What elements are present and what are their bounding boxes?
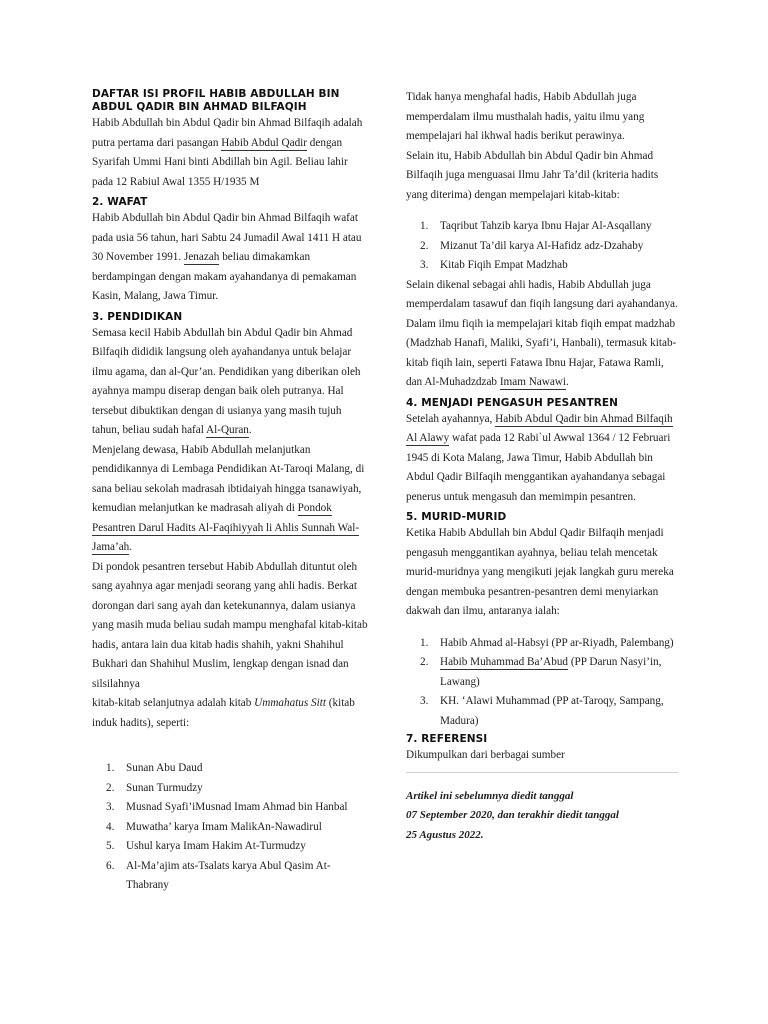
fiqih-text: Selain dikenal sebagai ahli hadis, Habib Abdullah juga memperdalam tasawuf dan fiqih langsung dari ayahandanya. Dalam ilmu fiqih ia mempelajari kitab fiqih empat madzhab (Madzhab Hanafi, Maliki, Syafi’i, Hanbali), termasuk kitab-kitab fiqih lain, seperti Fatawa Ibnu Hajar, Fatawa Ramli, dan Al-Muhadzdzab: [406, 278, 678, 388]
pendidikan-text-1: Semasa kecil Habib Abdullah bin Abdul Qadir bin Ahmad Bilfaqih dididik langsung oleh ayahandanya untuk belajar ilmu agama, dan al-Qur’an. Pendidikan yang diberikan oleh ayahnya mampu diserap dengan baik oleh putranya. Hal tersebut dibuktikan dengan di usianya yang masih tujuh tahun, beliau sudah hafal: [92, 326, 361, 436]
list-item: 2. Habib Muhammad Ba’Abud (PP Darun Nasyi’in, Lawang): [420, 656, 662, 688]
pesantren-text: Setelah ayahannya,: [406, 412, 496, 425]
pendidikan-paragraph-4: [92, 694, 370, 733]
pesantren-paragraph: [406, 410, 678, 508]
edit-note-line-1: Artikel ini sebelumnya diedit tanggal: [406, 789, 574, 802]
pendidikan-text-2: Menjelang dewasa, Habib Abdullah melanjutkan pendidikannya di Lembaga Pendidikan At-Taroqi Malang, di sana beliau sekolah madrasah ibtidaiyah hingga tsanawiyah, kemudian melanjutkan ke madrasah aliyah di: [92, 443, 365, 514]
edit-note-line-3: 25 Agustus 2022.: [406, 828, 484, 841]
list-item: 2. Mizanut Ta’dil karya Al-Hafidz adz-Dzahaby: [420, 239, 644, 252]
edit-note-line-2: 07 September 2020, dan terakhir diedit tanggal: [406, 809, 619, 821]
document-title: DAFTAR ISI PROFIL HABIB ABDULLAH BIN ABDUL QADIR BIN AHMAD BILFAQIH: [92, 88, 340, 113]
link-habib-abdul-qadir-al-alawy[interactable]: Habib Abdul Qadir bin Ahmad Bilfaqih Al Alawy: [406, 412, 673, 444]
kitab-hadits-list: [92, 759, 370, 896]
murid-paragraph: Ketika Habib Abdullah bin Abdul Qadir Bilfaqih menjadi pengasuh menggantikan ayahnya, beliau telah mencetak murid-muridnya yang mengikuti jejak langkah guru mereka dengan membuka pesantren-pesantren demi menyiarkan dakwah dan ilmu, antaranya ialah:: [406, 527, 674, 617]
heading-referensi: 7. REFERENSI: [406, 733, 488, 745]
fiqih-paragraph: [406, 276, 678, 393]
link-jenazah[interactable]: Jenazah: [183, 251, 220, 263]
list-item: 3. KH. ‘Alawi Muhammad (PP at-Taroqy, Sampang, Madura): [420, 695, 664, 727]
intro-text-end: dengan Syarifah Ummi Hani binti Abdillah bin Agil. Beliau lahir pada 12 Rabiul Awal 1355 H/1935 M: [92, 136, 348, 188]
link-habib-abdul-qadir[interactable]: Habib Abdul Qadir: [221, 136, 307, 149]
pendidikan-paragraph-2: [92, 441, 370, 558]
wafat-text-end: beliau dimakamkan berdampingan dengan makam ayahandanya di pemakaman Kasin, Malang, Jawa Timur.: [92, 251, 357, 302]
ilmu-hadis-paragraph: Tidak hanya menghafal hadis, Habib Abdullah juga memperdalam ilmu musthalah hadis, yaitu ilmu yang mempelajari hal ikhwal hadis berikut perawinya.: [406, 91, 645, 142]
pesantren-text-end: wafat pada 12 Rabi`ul Awwal 1364 / 12 Februari 1945 di Kota Malang, Jawa Timur, Habib Abdullah bin Abdul Qadir Bilfaqih menggantikan ayahandanya sebagai penerus untuk mengasuh dan memimpin pesantren.: [406, 432, 671, 503]
wafat-paragraph: [92, 209, 370, 307]
pendidikan-text-1-end: .: [248, 424, 252, 436]
list-item: 4. Muwatha’ karya Imam MalikAn-Nawadirul: [106, 820, 322, 833]
divider: [406, 772, 678, 773]
link-al-quran[interactable]: Al-Quran: [206, 424, 249, 436]
link-habib-muhammad-baabud[interactable]: Habib Muhammad Ba’Abud: [440, 656, 569, 668]
murid-list: [406, 634, 678, 732]
pendidikan-text-4: kitab-kitab selanjutnya adalah kitab: [92, 697, 255, 709]
link-imam-nawawi[interactable]: Imam Nawawi: [499, 376, 566, 388]
wafat-text: Habib Abdullah bin Abdul Qadir bin Ahmad Bilfaqih wafat pada usia 56 tahun, hari Sabtu 24 Jumadil Awal 1411 H atau 30 November 1991.: [92, 212, 362, 263]
jahr-tadil-paragraph: Selain itu, Habib Abdullah bin Abdul Qadir bin Ahmad Bilfaqih juga menguasai Ilmu Jahr Ta’dil (kriteria hadits yang diterima) dengan mempelajari kitab-kitab:: [406, 149, 659, 201]
intro-text: Habib Abdullah bin Abdul Qadir bin Ahmad Bilfaqih adalah putra pertama dari pasangan: [92, 117, 363, 149]
referensi-text: Dikumpulkan dari berbagai sumber: [406, 749, 565, 761]
list-item: 3. Kitab Fiqih Empat Madzhab: [420, 259, 568, 271]
list-item: 1. Taqribut Tahzib karya Ibnu Hajar Al-Asqallany: [420, 220, 652, 232]
italic-ummahatus-sitt: Ummahatus Sitt: [254, 697, 326, 709]
list-item: 1. Sunan Abu Daud: [106, 762, 203, 774]
left-column: [92, 88, 370, 896]
heading-pendidikan: 3. PENDIDIKAN: [92, 310, 183, 323]
pendidikan-paragraph-3: Di pondok pesantren tersebut Habib Abdullah dituntut oleh sang ayahnya agar menjadi seorang yang ahli hadis. Berkat dorongan dari sang ayah dan ketekunannya, dalam usianya yang masih muda beliau sudah mampu menghafal kitab-kitab hadis, antara lain dua kitab hadis shahih, yakni Shahihul Bukhari dan Shahihul Muslim, lengkap dengan isnad dan silsilahnya: [92, 560, 368, 690]
kitab-tadil-list: [406, 217, 678, 276]
link-pondok-pesantren[interactable]: Pondok Pesantren Darul Hadits Al-Faqihiyyah li Ahlis Sunnah Wal-Jama’ah: [92, 502, 360, 553]
heading-pesantren: 4. MENJADI PENGASUH PESANTREN: [406, 396, 619, 409]
list-item: 2. Sunan Turmudzy: [106, 781, 203, 794]
list-item: 3. Musnad Syafi’iMusnad Imam Ahmad bin Hanbal: [106, 801, 348, 813]
intro-paragraph: [92, 114, 370, 192]
heading-murid: 5. MURID-MURID: [406, 511, 507, 523]
list-item: 6. Al-Ma’ajim ats-Tsalats karya Abul Qasim At-Thabrany: [106, 859, 331, 891]
list-item: 5. Ushul karya Imam Hakim At-Turmudzy: [106, 840, 306, 852]
pendidikan-text-4-end: (kitab induk hadits), seperti:: [92, 697, 355, 729]
fiqih-text-end: .: [566, 376, 569, 388]
pendidikan-paragraph-1: [92, 324, 370, 441]
right-column: [406, 88, 678, 845]
list-item: 1. Habib Ahmad al-Habsyi (PP ar-Riyadh, Palembang): [420, 636, 674, 649]
heading-wafat: 2. WAFAT: [92, 196, 148, 208]
pendidikan-text-2-end: .: [129, 541, 133, 553]
